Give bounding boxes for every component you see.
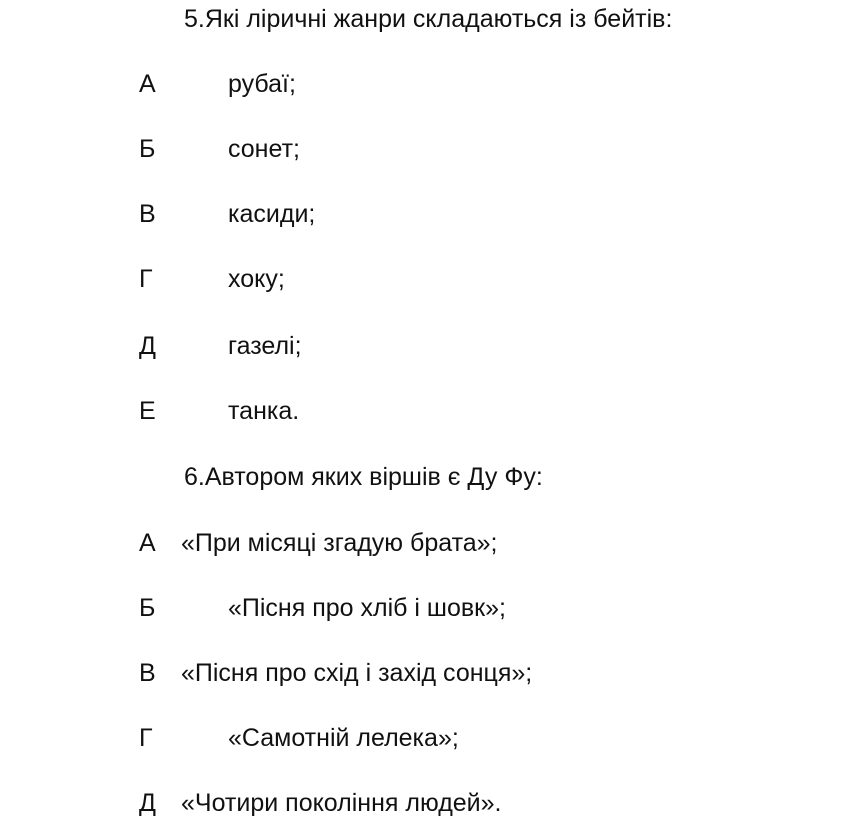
option-letter: Г: [139, 265, 153, 293]
option-text: касиди;: [228, 200, 316, 228]
option-text: рубаї;: [228, 70, 296, 98]
option-letter: Е: [139, 397, 156, 425]
option-text: сонет;: [228, 135, 300, 163]
option-text: хоку;: [228, 265, 285, 293]
option-letter: В: [139, 200, 156, 228]
question-title: 5.Які ліричні жанри складаються із бейтів:: [184, 5, 673, 33]
option-letter: В: [139, 659, 156, 687]
option-text: газелі;: [228, 332, 302, 360]
option-text: «Пісня про хліб і шовк»;: [228, 594, 506, 622]
question-title: 6.Автором яких віршів є Ду Фу:: [184, 463, 543, 491]
option-letter: Г: [139, 724, 153, 752]
option-text: «Пісня про схід і захід сонця»;: [181, 659, 533, 687]
option-letter: А: [139, 70, 156, 98]
option-text: танка.: [228, 397, 300, 425]
option-letter: Б: [139, 135, 156, 163]
option-text: «Самотній лелека»;: [228, 724, 459, 752]
option-letter: А: [139, 529, 156, 557]
option-text: «Чотири покоління людей».: [181, 789, 502, 817]
option-letter: Д: [139, 789, 156, 817]
option-letter: Б: [139, 594, 156, 622]
option-text: «При місяці згадую брата»;: [181, 529, 498, 557]
option-letter: Д: [139, 332, 156, 360]
